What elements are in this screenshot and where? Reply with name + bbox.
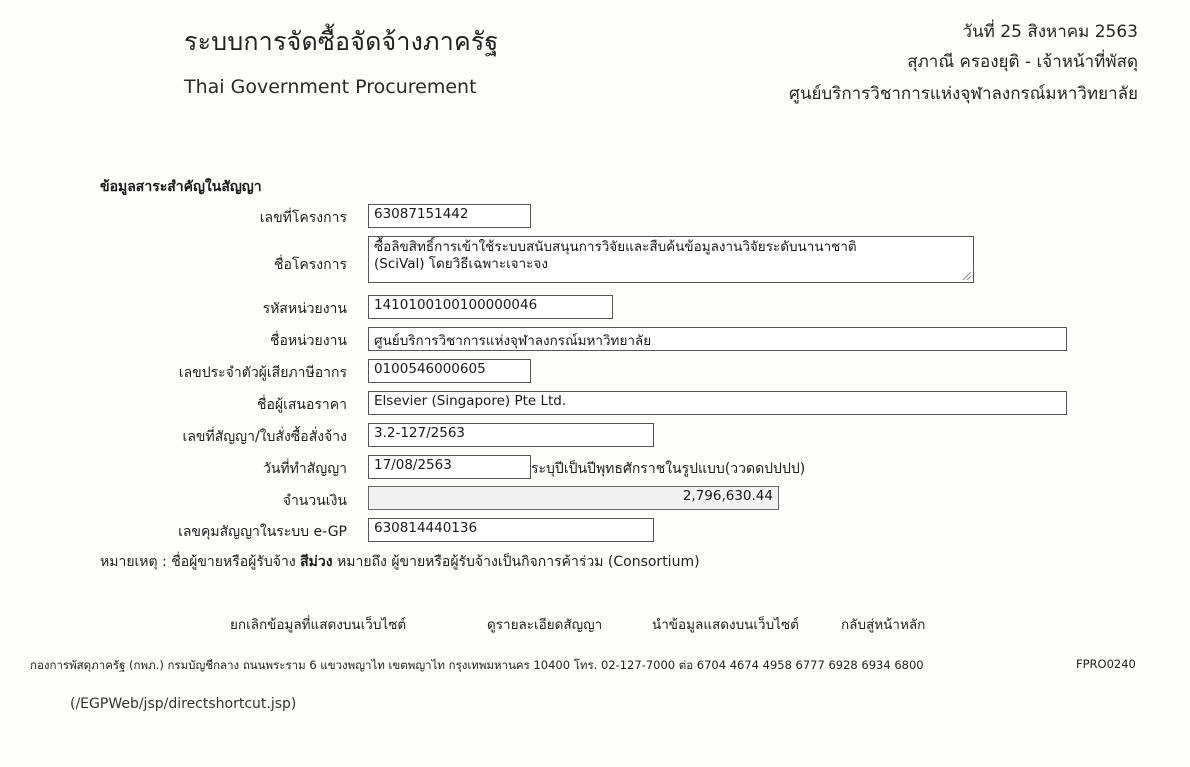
egp-no-field[interactable]: 630814440136 (368, 518, 654, 542)
back-home-link[interactable]: กลับสู่หน้าหลัก (841, 617, 926, 633)
bidder-name-field[interactable]: Elsevier (Singapore) Pte Ltd. (368, 391, 1067, 415)
section-title: ข้อมูลสาระสำคัญในสัญญา (100, 179, 262, 195)
project-name-line2: (SciVal) โดยวิธีเฉพาะเจาะจง (374, 256, 548, 272)
egp-no-label: เลขคุมสัญญาในระบบ e-GP (178, 524, 347, 540)
project-no-label: เลขที่โครงการ (259, 210, 347, 226)
agency-code-label: รหัสหน่วยงาน (262, 301, 347, 317)
contract-no-label: เลขที่สัญญา/ใบสั่งซื้อสั่งจ้าง (182, 429, 347, 445)
page-code: FPRO0240 (1076, 657, 1136, 671)
note-prefix: หมายเหตุ : ชื่อผู้ขายหรือผู้รับจ้าง (100, 554, 301, 570)
bidder-name-label: ชื่อผู้เสนอราคา (256, 397, 347, 413)
project-name-label: ชื่อโครงการ (273, 257, 347, 273)
system-title-en: Thai Government Procurement (184, 76, 477, 98)
tax-id-label: เลขประจำตัวผู้เสียภาษีอากร (178, 365, 347, 381)
tax-id-field[interactable]: 0100546000605 (368, 359, 531, 383)
note-highlight: สีม่วง (300, 554, 333, 570)
view-contract-link[interactable]: ดูรายละเอียดสัญญา (487, 617, 603, 633)
project-name-line1: ซื้อลิขสิทธิ์การเข้าใช้ระบบสนับสนุนการวิจัยและสืบค้นข้อมูลงานวิจัยระดับนานาชาติ (374, 239, 857, 255)
amount-label: จำนวนเงิน (282, 493, 347, 509)
footer-address: กองการพัสดุภาครัฐ (กพภ.) กรมบัญชีกลาง ถนนพระราม 6 แขวงพญาไท เขตพญาไท กรุงเทพมหานคร 10400 โทร. 02-127-7000 ต่อ 6704 4674 4958 6777 6928 6934 6800 (30, 658, 924, 672)
header-user: สุภาณี ครองยุติ - เจ้าหน้าที่พัสดุ (907, 52, 1138, 72)
agency-name-field[interactable]: ศูนย์บริการวิชาการแห่งจุฬาลงกรณ์มหาวิทยาลัย (368, 327, 1067, 351)
contract-date-label: วันที่ทำสัญญา (262, 461, 347, 477)
consortium-note (100, 551, 700, 573)
contract-date-field[interactable]: 17/08/2563 (368, 455, 531, 479)
amount-field[interactable]: 2,796,630.44 (368, 486, 779, 510)
page-path: (/EGPWeb/jsp/directshortcut.jsp) (70, 696, 297, 712)
header-date: วันที่ 25 สิงหาคม 2563 (962, 22, 1138, 42)
header-organization: ศูนย์บริการวิชาการแห่งจุฬาลงกรณ์มหาวิทยาลัย (789, 84, 1138, 104)
system-title-th: ระบบการจัดซื้อจัดจ้างภาครัฐ (184, 27, 499, 56)
publish-link[interactable]: นำข้อมูลแสดงบนเว็บไซต์ (652, 617, 799, 633)
project-name-field[interactable] (368, 236, 974, 283)
agency-name-label: ชื่อหน่วยงาน (269, 333, 347, 349)
project-no-field[interactable]: 63087151442 (368, 204, 531, 228)
date-format-hint: ระบุปีเป็นปีพุทธศักราชในรูปแบบ(ววดดปปปป) (531, 461, 806, 477)
resize-grip-icon[interactable] (962, 271, 972, 281)
cancel-display-link[interactable]: ยกเลิกข้อมูลที่แสดงบนเว็บไซต์ (230, 617, 407, 633)
note-suffix: หมายถึง ผู้ขายหรือผู้รับจ้างเป็นกิจการค้าร่วม (Consortium) (332, 554, 700, 570)
agency-code-field[interactable]: 1410100100100000046 (368, 295, 613, 319)
contract-no-field[interactable]: 3.2-127/2563 (368, 423, 654, 447)
